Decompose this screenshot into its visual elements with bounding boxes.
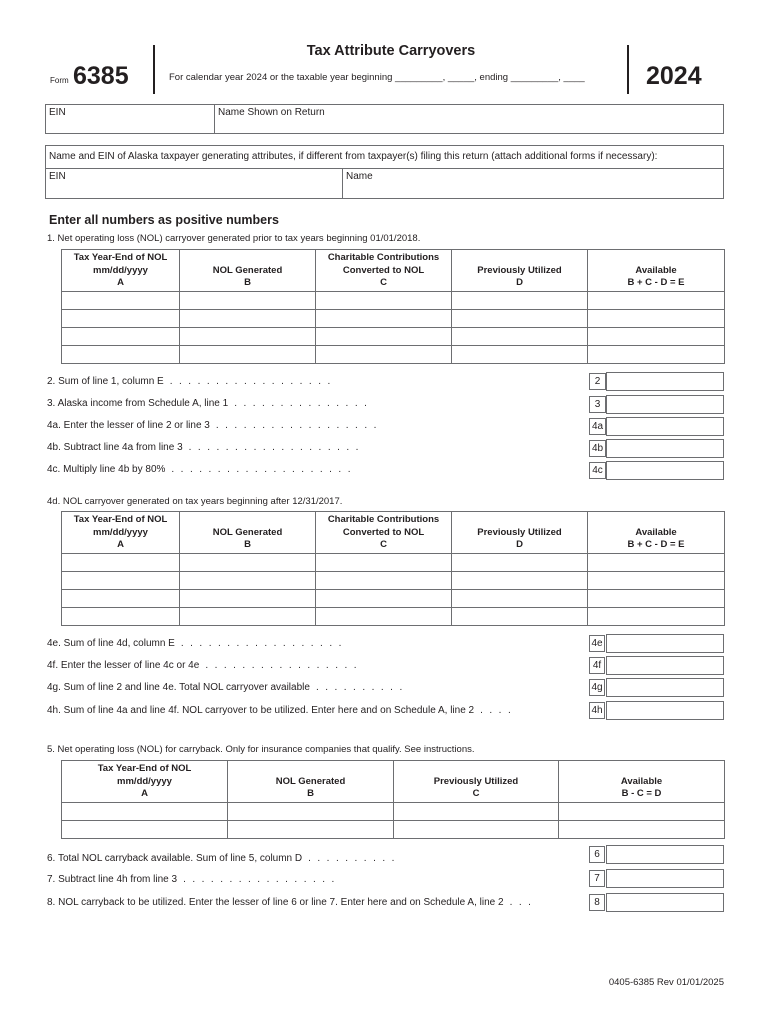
table-cell[interactable] bbox=[316, 328, 452, 346]
line-4c-number: 4c bbox=[589, 462, 606, 479]
table-cell[interactable] bbox=[62, 608, 180, 626]
line-2-amount[interactable] bbox=[606, 372, 724, 391]
col-c-header: Charitable Contributions Converted to NOL C bbox=[316, 250, 452, 292]
table-cell[interactable] bbox=[316, 310, 452, 328]
ein-label: EIN bbox=[49, 107, 66, 118]
table-cell[interactable] bbox=[588, 590, 725, 608]
alaska-name-field[interactable] bbox=[343, 168, 723, 198]
line-4f-amount[interactable] bbox=[606, 656, 724, 675]
table-cell[interactable] bbox=[588, 572, 725, 590]
line-4h-amount[interactable] bbox=[606, 701, 724, 720]
table-cell[interactable] bbox=[62, 803, 228, 821]
table-cell[interactable] bbox=[228, 821, 394, 839]
table-cell[interactable] bbox=[452, 608, 588, 626]
table-cell[interactable] bbox=[180, 554, 316, 572]
table-cell[interactable] bbox=[452, 292, 588, 310]
line-4b: 4b. Subtract line 4a from line 3 ................... bbox=[47, 442, 365, 453]
calendar-year-line: For calendar year 2024 or the taxable year beginning _________, _____, ending _________, ____ bbox=[169, 72, 585, 83]
table-cell[interactable] bbox=[452, 590, 588, 608]
alaska-taxpayer-box bbox=[45, 145, 724, 199]
table-cell[interactable] bbox=[180, 346, 316, 364]
table-cell[interactable] bbox=[62, 328, 180, 346]
line-4g-amount[interactable] bbox=[606, 678, 724, 697]
line-7-number: 7 bbox=[589, 870, 605, 887]
alaska-name-label: Name bbox=[346, 171, 373, 182]
line-5-table bbox=[61, 760, 725, 839]
line-1-label: 1. Net operating loss (NOL) carryover generated prior to tax years beginning 01/01/2018. bbox=[47, 233, 421, 244]
table-cell[interactable] bbox=[588, 346, 725, 364]
line-4g: 4g. Sum of line 2 and line 4e. Total NOL carryover available .......... bbox=[47, 682, 409, 693]
table-cell[interactable] bbox=[180, 328, 316, 346]
line-4b-amount[interactable] bbox=[606, 439, 724, 458]
table-cell[interactable] bbox=[316, 608, 452, 626]
table-cell[interactable] bbox=[316, 572, 452, 590]
tax-year: 2024 bbox=[646, 62, 702, 90]
line-4h-number: 4h bbox=[589, 702, 605, 719]
table-cell[interactable] bbox=[62, 292, 180, 310]
line-4h: 4h. Sum of line 4a and line 4f. NOL carryover to be utilized. Enter here and on Schedule A, line 2 .... bbox=[47, 705, 518, 716]
line-1-table bbox=[61, 249, 725, 364]
table-row bbox=[62, 590, 725, 608]
line-4c: 4c. Multiply line 4b by 80% .................... bbox=[47, 464, 357, 475]
line-6-amount[interactable] bbox=[606, 845, 724, 864]
line-7: 7. Subtract line 4h from line 3 ................. bbox=[47, 874, 341, 885]
table-cell[interactable] bbox=[62, 821, 228, 839]
line-6-number: 6 bbox=[589, 846, 605, 863]
form-revision: 0405-6385 Rev 01/01/2025 bbox=[608, 977, 724, 988]
table-cell[interactable] bbox=[316, 346, 452, 364]
table-cell[interactable] bbox=[62, 310, 180, 328]
col-d-header: Previously Utilized D bbox=[452, 512, 588, 554]
table-cell[interactable] bbox=[452, 572, 588, 590]
col-d-header: Available B - C = D bbox=[559, 761, 725, 803]
table-cell[interactable] bbox=[228, 803, 394, 821]
col-d-header: Previously Utilized D bbox=[452, 250, 588, 292]
col-e-header: Available B + C - D = E bbox=[588, 512, 725, 554]
line-4b-number: 4b bbox=[589, 440, 606, 457]
table-row bbox=[62, 554, 725, 572]
ein-field[interactable] bbox=[45, 104, 215, 134]
positive-numbers-instruction: Enter all numbers as positive numbers bbox=[49, 213, 279, 227]
line-4d-label: 4d. NOL carryover generated on tax years beginning after 12/31/2017. bbox=[47, 496, 343, 507]
table-cell[interactable] bbox=[316, 292, 452, 310]
table-cell[interactable] bbox=[394, 821, 559, 839]
line-4a: 4a. Enter the lesser of line 2 or line 3 .................. bbox=[47, 420, 383, 431]
line-4d-table bbox=[61, 511, 725, 626]
line-4a-number: 4a bbox=[589, 418, 606, 435]
form-number: 6385 bbox=[73, 62, 129, 90]
line-6: 6. Total NOL carryback available. Sum of line 5, column D .......... bbox=[47, 853, 401, 864]
header-divider-right bbox=[627, 45, 629, 94]
table-cell[interactable] bbox=[559, 821, 725, 839]
table-cell[interactable] bbox=[588, 554, 725, 572]
line-4e: 4e. Sum of line 4d, column E .................. bbox=[47, 638, 348, 649]
line-4e-amount[interactable] bbox=[606, 634, 724, 653]
line-4a-amount[interactable] bbox=[606, 417, 724, 436]
table-cell[interactable] bbox=[62, 572, 180, 590]
table-cell[interactable] bbox=[452, 328, 588, 346]
table-row bbox=[62, 292, 725, 310]
line-4e-number: 4e bbox=[589, 635, 605, 652]
line-4g-number: 4g bbox=[589, 679, 605, 696]
table-row bbox=[62, 310, 725, 328]
line-8-amount[interactable] bbox=[606, 893, 724, 912]
form-label: Form bbox=[50, 76, 69, 85]
line-4f-number: 4f bbox=[589, 657, 605, 674]
alaska-ein-field[interactable] bbox=[46, 168, 342, 198]
col-a-header: Tax Year-End of NOL mm/dd/yyyy A bbox=[62, 512, 180, 554]
table-row bbox=[62, 328, 725, 346]
table-cell[interactable] bbox=[180, 292, 316, 310]
table-cell[interactable] bbox=[452, 346, 588, 364]
table-cell[interactable] bbox=[588, 608, 725, 626]
table-cell[interactable] bbox=[180, 608, 316, 626]
line-3-number: 3 bbox=[589, 396, 606, 413]
line-2-number: 2 bbox=[589, 373, 606, 390]
table-cell[interactable] bbox=[588, 310, 725, 328]
col-b-header: NOL Generated B bbox=[180, 250, 316, 292]
table-cell[interactable] bbox=[588, 292, 725, 310]
table-row bbox=[62, 346, 725, 364]
col-e-header: Available B + C - D = E bbox=[588, 250, 725, 292]
col-b-header: NOL Generated B bbox=[180, 512, 316, 554]
name-on-return-label: Name Shown on Return bbox=[218, 107, 325, 118]
alaska-ein-label: EIN bbox=[49, 171, 66, 182]
table-cell[interactable] bbox=[588, 328, 725, 346]
table-row bbox=[62, 803, 725, 821]
col-c-header: Previously Utilized C bbox=[394, 761, 559, 803]
line-7-amount[interactable] bbox=[606, 869, 724, 888]
col-b-header: NOL Generated B bbox=[228, 761, 394, 803]
name-on-return-field[interactable] bbox=[214, 104, 724, 134]
col-a-header: Tax Year-End of NOL mm/dd/yyyy A bbox=[62, 761, 228, 803]
table-cell[interactable] bbox=[316, 590, 452, 608]
table-cell[interactable] bbox=[452, 310, 588, 328]
line-2: 2. Sum of line 1, column E .................. bbox=[47, 376, 337, 387]
col-c-header: Charitable Contributions Converted to NOL C bbox=[316, 512, 452, 554]
form-title: Tax Attribute Carryovers bbox=[306, 43, 476, 59]
table-row bbox=[62, 572, 725, 590]
table-cell[interactable] bbox=[180, 590, 316, 608]
table-row bbox=[62, 608, 725, 626]
line-3-amount[interactable] bbox=[606, 395, 724, 414]
line-4f: 4f. Enter the lesser of line 4c or 4e ................. bbox=[47, 660, 364, 671]
table-cell[interactable] bbox=[62, 590, 180, 608]
line-5-label: 5. Net operating loss (NOL) for carryback. Only for insurance companies that qualify. See instructions. bbox=[47, 744, 475, 755]
table-cell[interactable] bbox=[62, 554, 180, 572]
table-cell[interactable] bbox=[62, 346, 180, 364]
table-cell[interactable] bbox=[180, 572, 316, 590]
table-cell[interactable] bbox=[559, 803, 725, 821]
line-4c-amount[interactable] bbox=[606, 461, 724, 480]
table-cell[interactable] bbox=[394, 803, 559, 821]
table-cell[interactable] bbox=[316, 554, 452, 572]
table-row bbox=[62, 821, 725, 839]
table-cell[interactable] bbox=[180, 310, 316, 328]
table-cell[interactable] bbox=[452, 554, 588, 572]
line-8: 8. NOL carryback to be utilized. Enter the lesser of line 6 or line 7. Enter here and on Schedule A, line 2 ... bbox=[47, 897, 538, 908]
line-3: 3. Alaska income from Schedule A, line 1 ............... bbox=[47, 398, 374, 409]
line-8-number: 8 bbox=[589, 894, 605, 911]
alaska-taxpayer-heading: Name and EIN of Alaska taxpayer generating attributes, if different from taxpayer(s) filing this return (attach additional forms if necessary): bbox=[49, 151, 658, 162]
col-a-header: Tax Year-End of NOL mm/dd/yyyy A bbox=[62, 250, 180, 292]
